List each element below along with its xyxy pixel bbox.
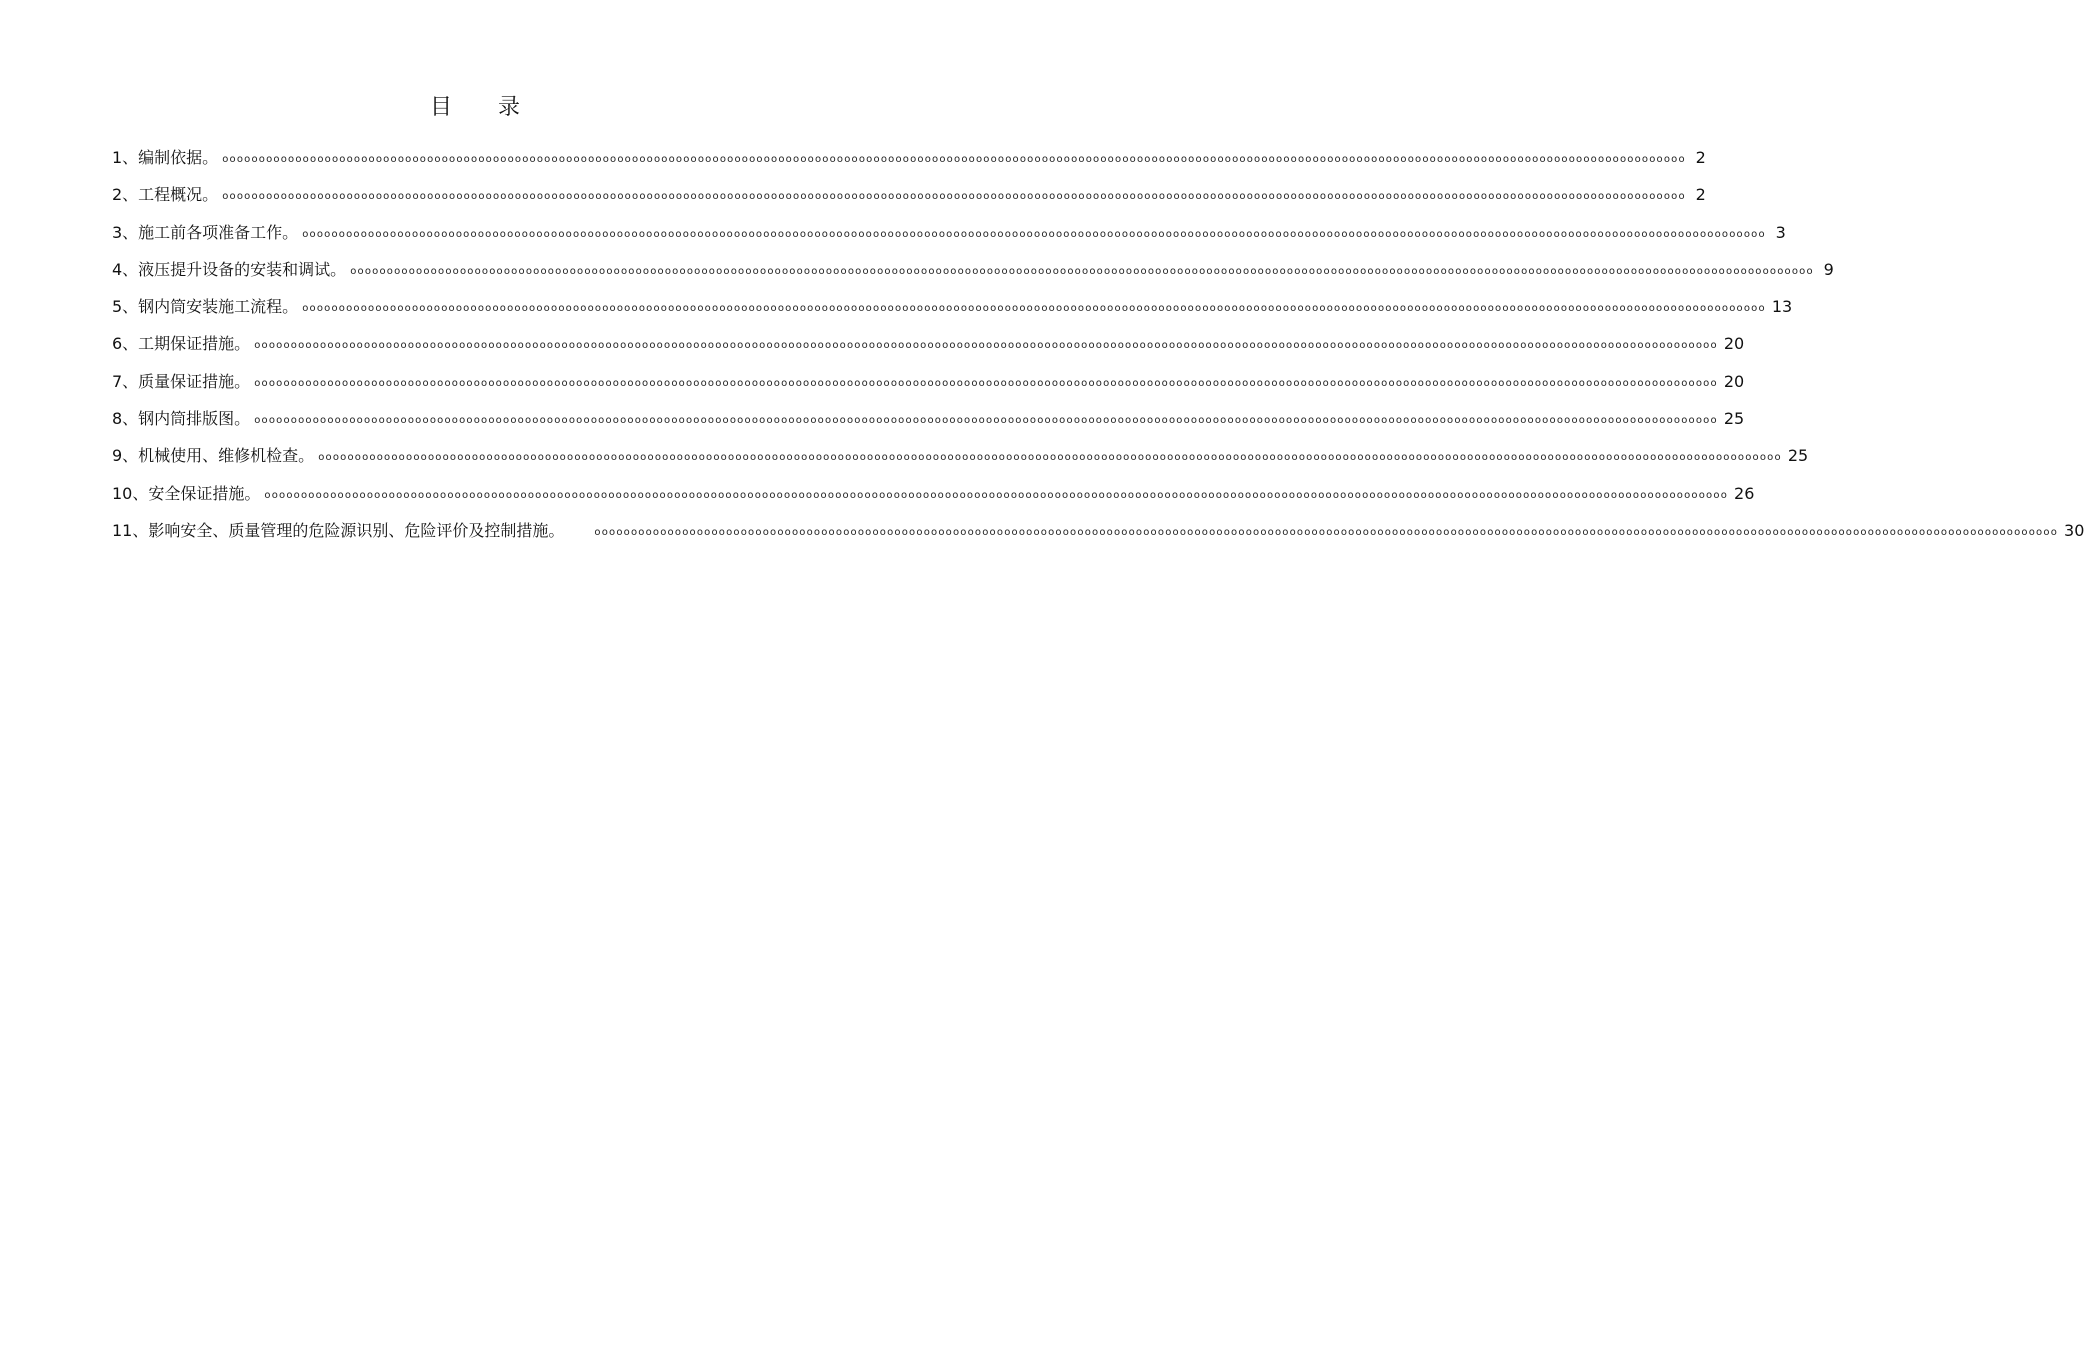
toc-leader-dots: oooooooooooooooooooooooooooooooooooooooooooooooooooooooooooooooooooooooooooooooooooooooooooooooooooooooooooooooooooooooooooooooooooooooooooooooooooooooooooooooooooooooooooooooooooooooooooooooooooooooo bbox=[222, 191, 1686, 203]
toc-leader-dots: oooooooooooooooooooooooooooooooooooooooooooooooooooooooooooooooooooooooooooooooooooooooooooooooooooooooooooooooooooooooooooooooooooooooooooooooooooooooooooooooooooooooooooooooooooooooooooooooooooooooo bbox=[594, 526, 2059, 538]
toc-leader-dots: oooooooooooooooooooooooooooooooooooooooooooooooooooooooooooooooooooooooooooooooooooooooooooooooooooooooooooooooooooooooooooooooooooooooooooooooooooooooooooooooooooooooooooooooooooooooooooooooooooooooo bbox=[318, 452, 1782, 464]
toc-entry[interactable] bbox=[112, 519, 2084, 556]
toc-entry-page: 20 bbox=[1723, 371, 1745, 391]
toc-entry[interactable] bbox=[112, 146, 1706, 183]
toc-entry-page: 3 bbox=[1775, 222, 1786, 242]
toc-leader-dots: oooooooooooooooooooooooooooooooooooooooooooooooooooooooooooooooooooooooooooooooooooooooooooooooooooooooooooooooooooooooooooooooooooooooooooooooooooooooooooooooooooooooooooooooooooooooooooooooooooooooo bbox=[254, 340, 1718, 352]
toc-leader-dots: oooooooooooooooooooooooooooooooooooooooooooooooooooooooooooooooooooooooooooooooooooooooooooooooooooooooooooooooooooooooooooooooooooooooooooooooooooooooooooooooooooooooooooooooooooooooooooooooooooooooo bbox=[254, 415, 1718, 427]
toc-entry-label: 7、质量保证措施。 bbox=[112, 371, 251, 391]
toc-entry-page: 26 bbox=[1734, 483, 1755, 503]
toc-entry-page: 25 bbox=[1787, 446, 1809, 466]
toc-entry[interactable] bbox=[112, 444, 1809, 481]
toc-entry-page: 20 bbox=[1723, 334, 1745, 354]
toc-leader-dots: oooooooooooooooooooooooooooooooooooooooooooooooooooooooooooooooooooooooooooooooooooooooooooooooooooooooooooooooooooooooooooooooooooooooooooooooooooooooooooooooooooooooooooooooooooooooooooooooooooooooo bbox=[222, 154, 1686, 165]
toc-leader-dots: oooooooooooooooooooooooooooooooooooooooooooooooooooooooooooooooooooooooooooooooooooooooooooooooooooooooooooooooooooooooooooooooooooooooooooooooooooooooooooooooooooooooooooooooooooooooooooooooooooooooo bbox=[350, 265, 1814, 277]
toc-entry-page: 30 bbox=[2064, 520, 2084, 540]
toc-entry-label: 11、影响安全、质量管理的危险源识别、危险评价及控制措施。 bbox=[112, 520, 565, 540]
toc-leader-dots: oooooooooooooooooooooooooooooooooooooooooooooooooooooooooooooooooooooooooooooooooooooooooooooooooooooooooooooooooooooooooooooooooooooooooooooooooooooooooooooooooooooooooooooooooooooooooooooooooooooooo bbox=[264, 489, 1729, 501]
toc-entry[interactable] bbox=[112, 370, 1745, 407]
toc-entry-label: 9、机械使用、维修机检查。 bbox=[112, 446, 315, 466]
toc-title-char-2: 录 bbox=[498, 95, 521, 120]
toc-entry-label: 1、编制依据。 bbox=[112, 148, 219, 167]
toc-leader-dots: oooooooooooooooooooooooooooooooooooooooooooooooooooooooooooooooooooooooooooooooooooooooooooooooooooooooooooooooooooooooooooooooooooooooooooooooooooooooooooooooooooooooooooooooooooooooooooooooooooooooo bbox=[302, 228, 1766, 240]
toc-entry[interactable] bbox=[112, 258, 1834, 295]
toc-entry-label: 6、工期保证措施。 bbox=[112, 334, 251, 354]
toc-entry-page: 13 bbox=[1771, 297, 1793, 317]
toc-title-char-1: 目 bbox=[429, 95, 452, 120]
toc-entry-label: 2、工程概况。 bbox=[112, 185, 219, 205]
toc-entry[interactable] bbox=[112, 482, 1755, 519]
toc-entry-label: 10、安全保证措施。 bbox=[112, 483, 261, 503]
toc-entry[interactable] bbox=[112, 332, 1745, 369]
toc-entry-page: 2 bbox=[1695, 148, 1706, 167]
toc-leader-dots: oooooooooooooooooooooooooooooooooooooooooooooooooooooooooooooooooooooooooooooooooooooooooooooooooooooooooooooooooooooooooooooooooooooooooooooooooooooooooooooooooooooooooooooooooooooooooooooooooooooooo bbox=[302, 303, 1766, 315]
toc-entry-page: 9 bbox=[1823, 259, 1834, 279]
toc-entry-label: 8、钢内筒排版图。 bbox=[112, 409, 251, 429]
toc-entry-page: 2 bbox=[1695, 185, 1706, 205]
toc-leader-dots: oooooooooooooooooooooooooooooooooooooooooooooooooooooooooooooooooooooooooooooooooooooooooooooooooooooooooooooooooooooooooooooooooooooooooooooooooooooooooooooooooooooooooooooooooooooooooooooooooooooooo bbox=[254, 377, 1718, 389]
toc-title bbox=[0, 93, 950, 123]
toc-entry[interactable] bbox=[112, 221, 1786, 258]
toc-entry[interactable] bbox=[112, 183, 1706, 220]
toc-entry[interactable] bbox=[112, 295, 1793, 332]
toc-entry-label: 3、施工前各项准备工作。 bbox=[112, 222, 299, 242]
toc-entry-label: 4、液压提升设备的安装和调试。 bbox=[112, 259, 347, 279]
toc-entry[interactable] bbox=[112, 407, 1745, 444]
toc-entry-label: 5、钢内筒安装施工流程。 bbox=[112, 297, 299, 317]
toc-entry-page: 25 bbox=[1723, 409, 1745, 429]
table-of-contents bbox=[112, 146, 2084, 556]
